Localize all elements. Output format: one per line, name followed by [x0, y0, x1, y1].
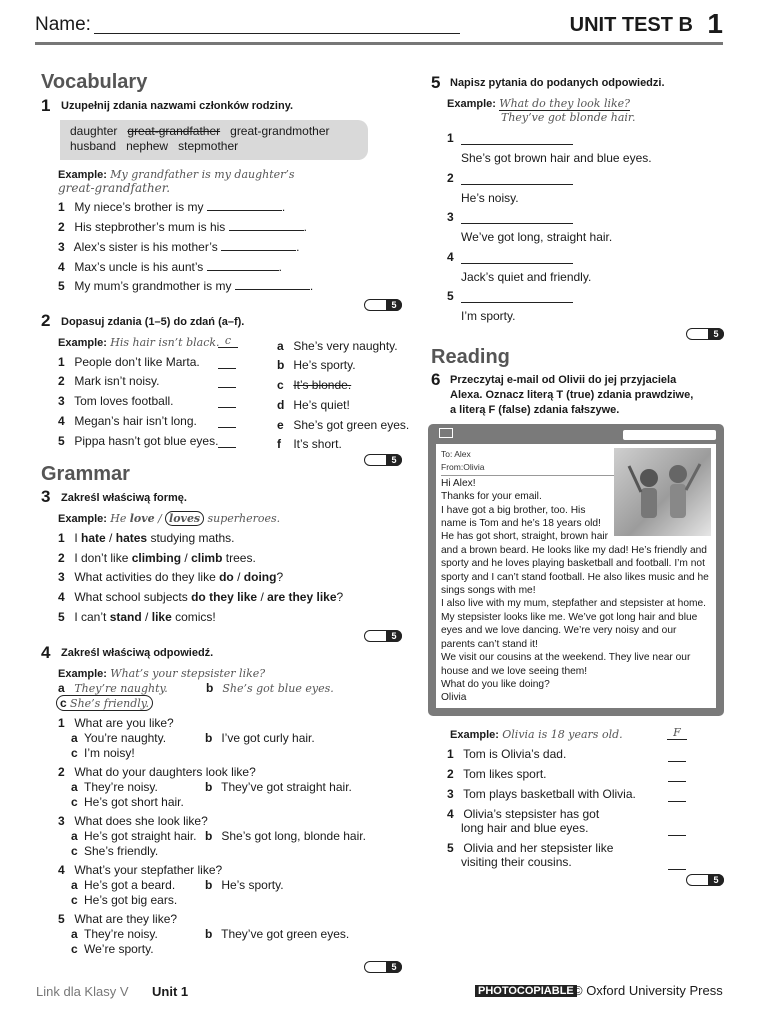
answer-option[interactable]: b She’s got long, blonde hair. [205, 829, 366, 843]
question-instruction: Uzupełnij zdania nazwami członków rodziny. [61, 100, 294, 112]
statement-item: 5 Olivia and her stepsister like [447, 841, 614, 855]
list-item: 4 What school subjects do they like / are they like? [58, 590, 344, 604]
example-answer: They’ve got blonde hair. [501, 111, 636, 124]
list-item: 5 I can’t stand / like comics! [58, 610, 216, 624]
answer-option[interactable]: a He’s got a beard. [71, 878, 176, 892]
option-item: c It’s blonde. [277, 378, 352, 392]
score-badge: 5 [364, 961, 402, 973]
question-instruction: Napisz pytania do podanych odpowiedzi. [450, 77, 665, 89]
score-badge: 5 [686, 874, 724, 886]
question-number: 5 [431, 73, 441, 92]
given-answer: He’s noisy. [461, 191, 519, 205]
statement-item-cont: long hair and blue eyes. [461, 821, 589, 835]
list-item: 4 [447, 250, 454, 264]
email-photo [614, 448, 711, 536]
name-field-line[interactable] [94, 33, 460, 34]
example-label: Example: [58, 169, 107, 181]
example-line: Example: He love / loves superheroes. [58, 512, 281, 525]
answer-blank[interactable] [218, 418, 236, 428]
score-badge: 5 [364, 299, 402, 311]
section-heading-grammar: Grammar [41, 463, 130, 485]
true-false-blank[interactable] [668, 860, 686, 870]
word-box-item: husband [70, 139, 117, 153]
option-item: d He’s quiet! [277, 398, 350, 412]
choice-option[interactable]: hate [81, 531, 106, 545]
list-item: 1 What are you like? [58, 716, 174, 730]
choice-option[interactable]: climbing [131, 551, 182, 565]
email-paragraph: Hi Alex! [441, 477, 476, 489]
answer-option[interactable]: a You’re naughty. [71, 731, 167, 745]
question-number: 6 [431, 370, 441, 389]
given-answer: Jack’s quiet and friendly. [461, 270, 592, 284]
answer-option[interactable]: a He’s got straight hair. [71, 829, 197, 843]
email-paragraph: What do you like doing? [441, 678, 550, 690]
answer-option[interactable]: c She’s friendly. [71, 844, 159, 858]
choice-option[interactable]: like [151, 610, 172, 624]
option-item: e She’s got green eyes. [277, 418, 410, 432]
footer-publisher: © Oxford University Press [573, 983, 723, 998]
option-item: a She’s very naughty. [277, 339, 398, 353]
answer-option[interactable]: c He’s got big ears. [71, 893, 178, 907]
word-box-item: stepmother [178, 139, 239, 153]
statement-item: 4 Olivia’s stepsister has got [447, 807, 600, 821]
list-item: 2 Mark isn’t noisy. [58, 374, 160, 388]
question-instruction-line: Alexa. Oznacz literą T (true) zdania prawdziwe, [450, 389, 694, 401]
email-title-bar [623, 430, 716, 440]
example-line: Example: What do they look like? [447, 97, 631, 110]
list-item: 1 [447, 131, 454, 145]
choice-option[interactable]: do [219, 570, 234, 584]
example-line: Example: What’s your stepsister like? [58, 667, 266, 680]
list-item: 5 What are they like? [58, 912, 178, 926]
score-badge: 5 [686, 328, 724, 340]
example-line [58, 167, 295, 181]
answer-line[interactable] [461, 144, 573, 145]
word-box-item: great-grandmother [230, 124, 330, 138]
example-option: a They’re naughty. [58, 681, 168, 695]
list-item: 3 What does she look like? [58, 814, 208, 828]
true-false-blank[interactable] [668, 772, 686, 782]
email-paragraph: We visit our cousins at the weekend. They live near our house and we love seeing them! [441, 652, 691, 677]
score-badge: 5 [364, 630, 402, 642]
unit-number: 1 [707, 8, 723, 39]
example-line: Example: Olivia is 18 years old. [450, 728, 623, 741]
answer-blank[interactable] [207, 201, 282, 211]
answer-blank[interactable] [218, 359, 236, 369]
choice-option[interactable]: stand [109, 610, 142, 624]
option-item: b He’s sporty. [277, 358, 356, 372]
header-divider [35, 42, 723, 45]
answer-option[interactable]: c I’m noisy! [71, 746, 135, 760]
word-box-item: great-grandfather [127, 124, 221, 138]
email-paragraph: I have got a big brother, too. His name is Tom and he’s 18 years old! He has got short, straight, brown hair and a brown beard. He looks like my dad! He’s friendly and sporty and he loves playing basketball and football. I’m not sporty and I can’t stand football. He also likes music and he sings songs with me! [441, 504, 709, 597]
list-item: 5 [447, 289, 454, 303]
girls-photo-illustration [614, 448, 711, 536]
email-window [428, 424, 724, 716]
list-item: 3 [447, 210, 454, 224]
question-instruction-line: a literą F (false) zdania fałszywe. [450, 404, 620, 416]
question-number: 1 [41, 96, 51, 115]
word-box-item: daughter [70, 124, 118, 138]
answer-blank[interactable] [235, 280, 310, 290]
list-item: 3 What activities do they like do / doing? [58, 570, 284, 584]
list-item: 4 What’s your stepfather like? [58, 863, 223, 877]
list-item: 1 I hate / hates studying maths. [58, 531, 235, 545]
word-box [60, 120, 368, 160]
example-option: b She’s got blue eyes. [206, 681, 334, 695]
list-item: 2 [447, 171, 454, 185]
example-text: great-grandfather. [58, 181, 171, 195]
answer-option[interactable]: b They’ve got green eyes. [205, 927, 350, 941]
section-heading-vocabulary: Vocabulary [41, 71, 148, 93]
list-item: 3 Alex’s sister is his mother’s . [58, 240, 300, 254]
circled-answer: loves [165, 511, 204, 526]
list-item: 3 Tom loves football. [58, 394, 174, 408]
footer-course: Link dla Klasy V [36, 984, 129, 999]
question-instruction: Dopasuj zdania (1–5) do zdań (a–f). [61, 316, 245, 328]
answer-blank[interactable] [218, 398, 236, 408]
given-answer: We’ve got long, straight hair. [461, 230, 613, 244]
answer-line[interactable] [461, 184, 573, 185]
example-option-circled: c She’s friendly. [56, 696, 153, 710]
statement-item: 2 Tom likes sport. [447, 767, 547, 781]
word-box-item: nephew [126, 139, 169, 153]
list-item: 5 My mum’s grandmother is my . [58, 279, 314, 293]
answer-option[interactable]: b They’ve got straight hair. [205, 780, 352, 794]
answer-line[interactable] [461, 223, 573, 224]
statement-item-cont: visiting their cousins. [461, 855, 572, 869]
question-instruction: Zakreśl właściwą odpowiedź. [61, 647, 214, 659]
example-line: Example: His hair isn’t black. [58, 336, 220, 349]
name-label: Name: [35, 14, 91, 35]
statement-item: 1 Tom is Olivia’s dad. [447, 747, 567, 761]
question-instruction-line: Przeczytaj e-mail od Olivii do jej przyjaciela [450, 374, 677, 386]
email-body [436, 444, 716, 708]
given-answer: I’m sporty. [461, 309, 516, 323]
example-answer: F [667, 726, 687, 740]
choice-option[interactable]: hates [115, 531, 148, 545]
question-number: 2 [41, 311, 51, 330]
list-item: 4 Max’s uncle is his aunt’s . [58, 260, 282, 274]
envelope-icon [439, 428, 453, 438]
email-paragraph: Thanks for your email. [441, 491, 542, 503]
answer-line[interactable] [461, 263, 573, 264]
true-false-blank[interactable] [668, 792, 686, 802]
choice-option[interactable]: climb [191, 551, 223, 565]
question-number: 4 [41, 643, 51, 662]
email-from: From:Olivia [441, 461, 711, 475]
answer-option[interactable]: b I’ve got curly hair. [205, 731, 315, 745]
option-item: f It’s short. [277, 437, 342, 451]
answer-option[interactable]: c He’s got short hair. [71, 795, 184, 809]
given-answer: She’s got brown hair and blue eyes. [461, 151, 652, 165]
question-instruction: Zakreśl właściwą formę. [61, 492, 187, 504]
example-answer: c [218, 334, 238, 348]
list-item: 2 His stepbrother’s mum is his . [58, 220, 307, 234]
list-item: 1 People don’t like Marta. [58, 355, 200, 369]
answer-blank[interactable] [207, 261, 279, 271]
email-paragraph: I also live with my mum, stepfather and stepsister at home. My stepsister looks like me. We’ve got long hair and blue eyes and we love dancing. We’re very noisy and our parents can’t stand it! [441, 598, 706, 650]
answer-option[interactable]: a They’re noisy. [71, 780, 158, 794]
section-heading-reading: Reading [431, 346, 510, 368]
list-item: 2 What do your daughters look like? [58, 765, 256, 779]
email-signature: Olivia [441, 692, 467, 704]
answer-line[interactable] [461, 302, 573, 303]
choice-option[interactable]: are they like [267, 590, 337, 604]
true-false-blank[interactable] [668, 826, 686, 836]
answer-blank[interactable] [218, 438, 236, 448]
answer-option[interactable]: c We’re sporty. [71, 942, 154, 956]
question-number: 3 [41, 487, 51, 506]
statement-item: 3 Tom plays basketball with Olivia. [447, 787, 636, 801]
answer-option[interactable]: a They’re noisy. [71, 927, 158, 941]
answer-blank[interactable] [221, 241, 296, 251]
answer-option[interactable]: b He’s sporty. [205, 878, 284, 892]
score-badge: 5 [364, 454, 402, 466]
list-item: 4 Megan’s hair isn’t long. [58, 414, 197, 428]
test-title: UNIT TEST B [569, 14, 693, 36]
photocopiable-badge: PHOTOCOPIABLE [475, 985, 577, 997]
list-item: 2 I don’t like climbing / climb trees. [58, 551, 256, 565]
list-item: 5 Pippa hasn’t got blue eyes. [58, 434, 219, 448]
true-false-blank[interactable] [668, 752, 686, 762]
email-to: To: Alex [441, 449, 471, 459]
example-text: My grandfather is my daughter’s [110, 168, 295, 181]
footer-unit: Unit 1 [152, 984, 189, 999]
answer-blank[interactable] [229, 221, 304, 231]
answer-blank[interactable] [218, 378, 236, 388]
choice-option[interactable]: doing [243, 570, 277, 584]
list-item: 1 My niece’s brother is my . [58, 200, 286, 214]
choice-option[interactable]: do they like [191, 590, 258, 604]
